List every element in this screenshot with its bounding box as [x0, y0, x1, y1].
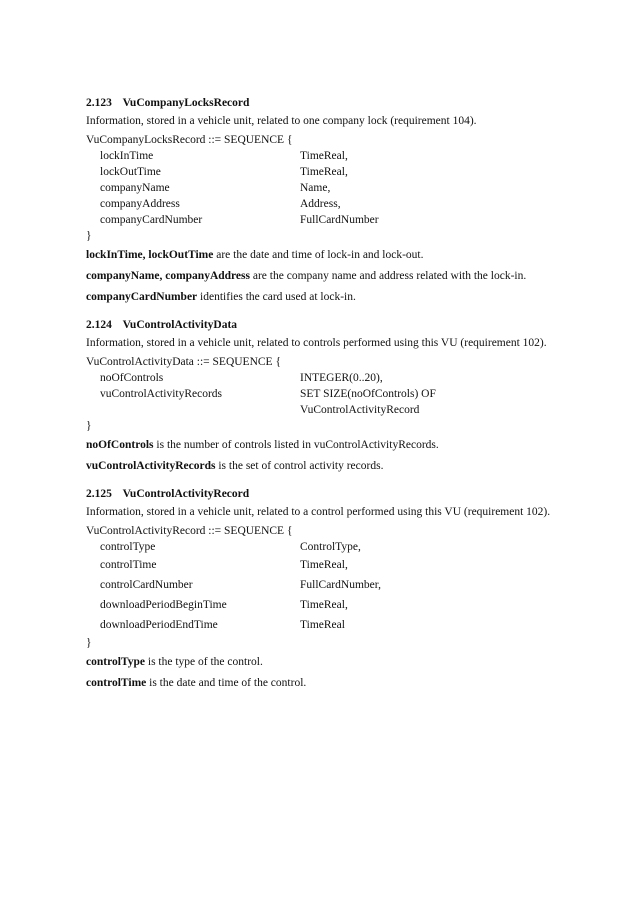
section-vu-company-locks-record	[86, 96, 552, 304]
field-type: FullCardNumber,	[300, 579, 381, 591]
field-description	[86, 290, 552, 304]
field-row	[86, 575, 552, 595]
field-name: downloadPeriodBeginTime	[100, 599, 227, 611]
sequence-close: }	[86, 420, 92, 432]
section-intro: Information, stored in a vehicle unit, related to controls performed using this VU (requirement 102).	[86, 337, 547, 349]
field-type: FullCardNumber	[300, 214, 379, 226]
field-name: lockOutTime	[100, 166, 161, 178]
field-description	[86, 438, 552, 452]
section-vu-control-activity-data	[86, 318, 552, 473]
document-page	[86, 96, 552, 704]
section-title: VuCompanyLocksRecord	[122, 97, 250, 109]
field-row	[86, 615, 552, 635]
field-type: TimeReal,	[300, 166, 348, 178]
field-name: lockInTime	[100, 150, 154, 162]
section-vu-control-activity-record	[86, 487, 552, 690]
field-description	[86, 269, 552, 283]
description-text: is the set of control activity records.	[215, 460, 384, 472]
field-row	[86, 386, 552, 418]
section-heading	[86, 96, 552, 111]
field-type-multiline	[300, 386, 552, 418]
field-description	[86, 459, 552, 473]
field-row	[86, 370, 552, 386]
field-type: TimeReal,	[300, 150, 348, 162]
section-number: 2.124	[86, 319, 112, 331]
description-term: vuControlActivityRecords	[86, 460, 216, 472]
description-term: controlTime	[86, 677, 147, 689]
description-text: is the type of the control.	[145, 656, 263, 668]
field-row	[86, 180, 552, 196]
sequence-open: VuCompanyLocksRecord ::= SEQUENCE {	[86, 134, 293, 146]
field-row	[86, 595, 552, 615]
section-intro: Information, stored in a vehicle unit, related to one company lock (requirement 104).	[86, 115, 477, 127]
description-term: lockInTime, lockOutTime	[86, 249, 214, 261]
field-name: downloadPeriodEndTime	[100, 619, 218, 631]
field-description	[86, 676, 552, 690]
section-heading	[86, 318, 552, 333]
section-title: VuControlActivityRecord	[122, 488, 250, 500]
field-type: TimeReal	[300, 619, 345, 631]
sequence-open: VuControlActivityData ::= SEQUENCE {	[86, 356, 281, 368]
field-type: TimeReal,	[300, 559, 348, 571]
field-name: vuControlActivityRecords	[100, 388, 223, 400]
field-type: Address,	[300, 198, 341, 210]
field-name: controlCardNumber	[100, 579, 193, 591]
sequence-open: VuControlActivityRecord ::= SEQUENCE {	[86, 525, 293, 537]
description-text: is the number of controls listed in vuControlActivityRecords.	[153, 439, 439, 451]
section-number: 2.125	[86, 488, 112, 500]
section-number: 2.123	[86, 97, 112, 109]
field-name: companyName	[100, 182, 170, 194]
field-description	[86, 655, 552, 669]
section-title: VuControlActivityData	[122, 319, 238, 331]
field-row	[86, 212, 552, 228]
description-text: identifies the card used at lock-in.	[197, 291, 356, 303]
field-row	[86, 555, 552, 575]
description-term: companyCardNumber	[86, 291, 198, 303]
description-text: are the date and time of lock-in and lock-out.	[213, 249, 424, 261]
field-row	[86, 164, 552, 180]
description-term: companyName, companyAddress	[86, 270, 250, 282]
field-description	[86, 248, 552, 262]
field-type-continued: VuControlActivityRecord	[300, 404, 420, 416]
section-heading	[86, 487, 552, 502]
section-intro: Information, stored in a vehicle unit, related to a control performed using this VU (requirement 102).	[86, 506, 551, 518]
field-row	[86, 148, 552, 164]
field-type: SET SIZE(noOfControls) OF	[300, 388, 436, 400]
field-type: INTEGER(0..20),	[300, 372, 383, 384]
field-type: TimeReal,	[300, 599, 348, 611]
field-name: controlTime	[100, 559, 157, 571]
field-name: companyCardNumber	[100, 214, 203, 226]
field-name: companyAddress	[100, 198, 180, 210]
description-term: noOfControls	[86, 439, 154, 451]
sequence-close: }	[86, 637, 92, 649]
field-row	[86, 196, 552, 212]
field-name: noOfControls	[100, 372, 164, 384]
sequence-close: }	[86, 230, 92, 242]
description-text: is the date and time of the control.	[146, 677, 307, 689]
field-row	[86, 539, 552, 555]
field-type: Name,	[300, 182, 331, 194]
field-name: controlType	[100, 541, 156, 553]
description-term: controlType	[86, 656, 145, 668]
description-text: are the company name and address related with the lock-in.	[250, 270, 527, 282]
field-type: ControlType,	[300, 541, 361, 553]
